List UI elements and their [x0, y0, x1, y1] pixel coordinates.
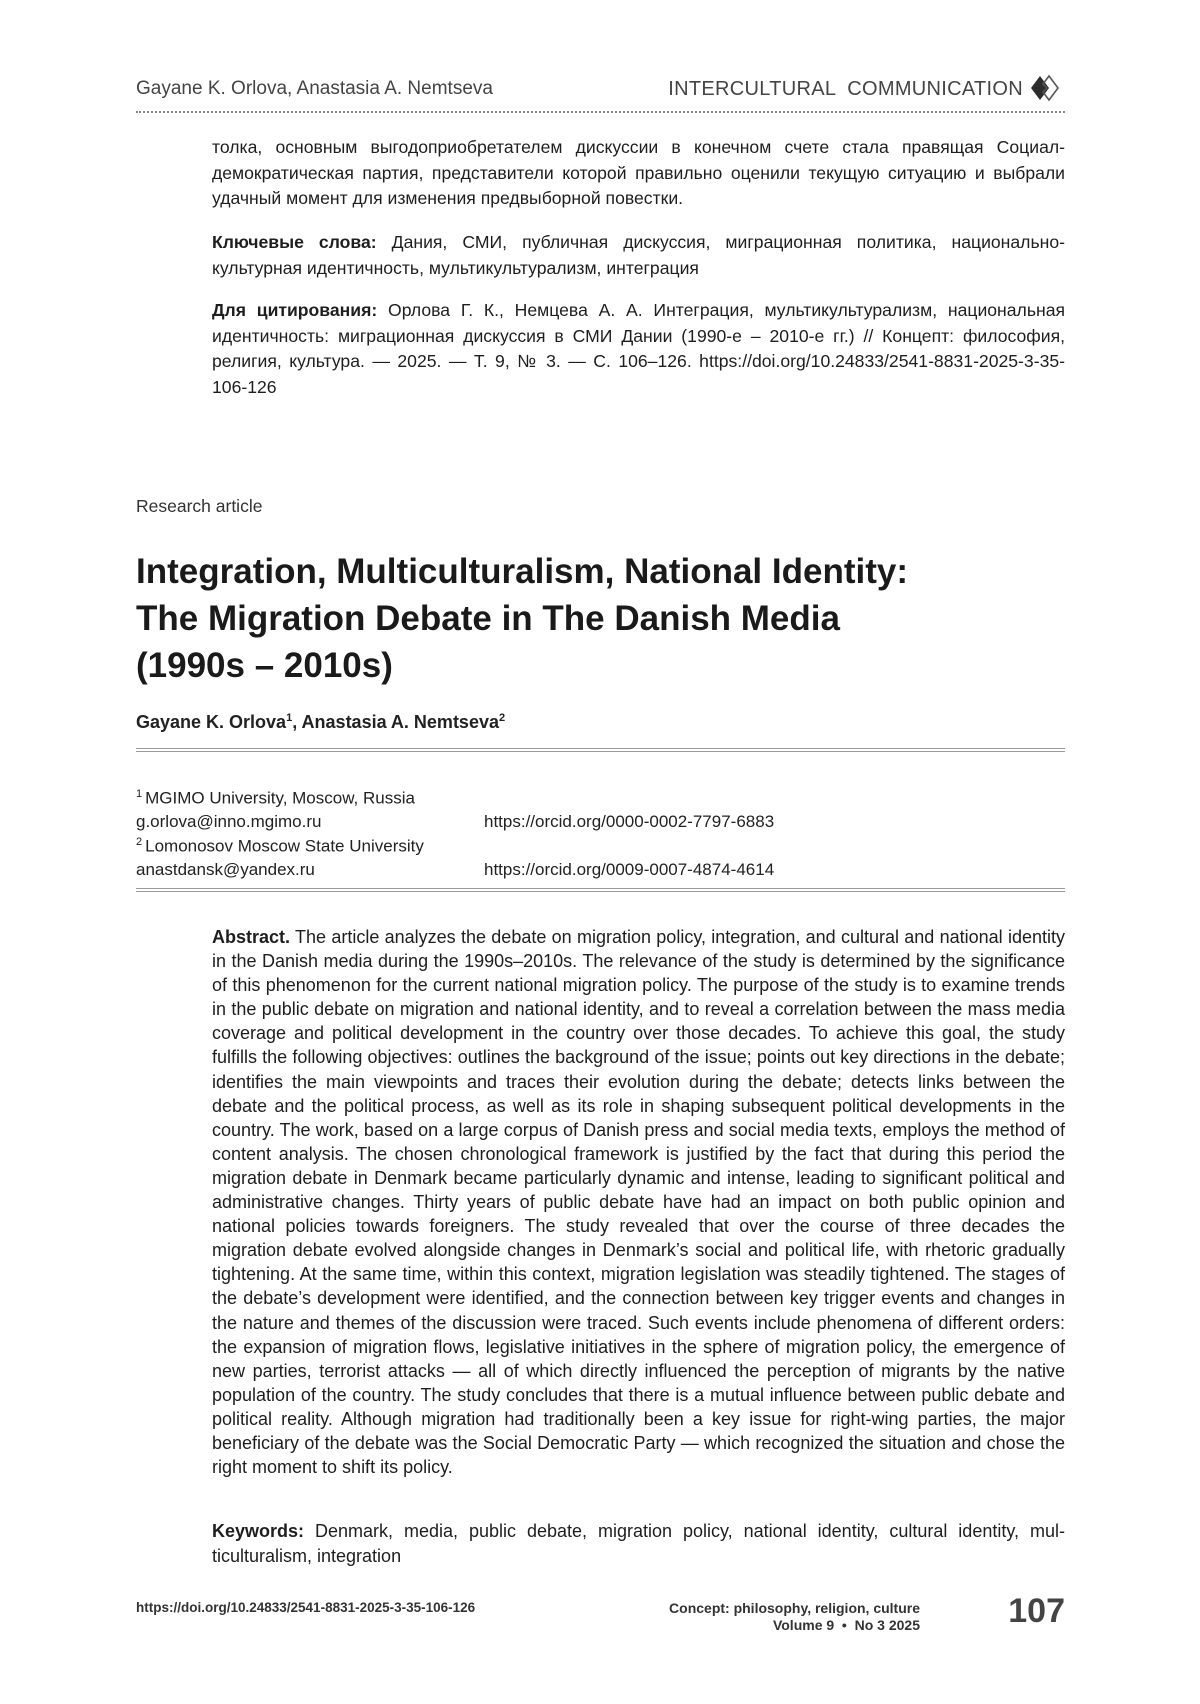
- title-line: (1990s – 2010s): [136, 646, 393, 685]
- page-number: 107: [1008, 1592, 1065, 1630]
- footer-journal-name: Concept: philosophy, religion, culture: [669, 1600, 920, 1616]
- russian-citation: [212, 298, 1065, 400]
- affiliation-orcid[interactable]: https://orcid.org/0000-0002-7797-6883: [484, 812, 775, 831]
- russian-abstract-tail: толка, основным выгодоприобретателем дискуссии в конечном счете стала правящая Социалдемократическая партия, представители которой правильно оценили текущую ситуацию и выбрали удачный момент для изменения предвыборной повестки.: [212, 137, 1065, 208]
- russian-keywords: [212, 230, 1065, 281]
- footer-journal: [600, 1600, 920, 1634]
- author-affiliation-mark: 2: [498, 712, 506, 724]
- author-separator: ,: [292, 712, 302, 732]
- affiliations-bottom-rule: [136, 888, 1065, 892]
- affiliation-institution: $^2$ Lomonosov Moscow State University: [136, 836, 424, 856]
- footer-volume-issue: Volume 9 • No 3 2025: [772, 1617, 920, 1633]
- header-journal-section: INTERCULTURAL COMMUNICATION: [668, 78, 1023, 100]
- russian-keywords-text: Дания, СМИ, публичная дискуссия, миграционная политика, национальнокультурная идентичность, мультикультурализм, интеграция: [212, 232, 1065, 278]
- title-line: Integration, Multiculturalism, National Identity:: [136, 552, 908, 591]
- diamond-logo-icon: [1029, 74, 1061, 102]
- affiliation-mark: 1: [136, 788, 143, 800]
- russian-keywords-label: Ключевые слова:: [212, 232, 377, 252]
- footer-doi[interactable]: https://doi.org/10.24833/2541-8831-2025-3-35-106-126: [136, 1600, 476, 1615]
- english-keywords: [212, 1519, 1065, 1568]
- affiliations-top-rule: [136, 748, 1065, 752]
- english-abstract: [212, 925, 1065, 1479]
- header-dotted-rule: [136, 111, 1065, 113]
- article-title: [136, 548, 1036, 689]
- article-type: Research article: [136, 496, 263, 516]
- affiliation-mark: 2: [136, 836, 143, 848]
- article-authors: [136, 712, 505, 733]
- abstract-text: The article analyzes the debate on migration policy, integration, and cultural and national identity in the Danish media during the 1990s–2010s. The relevance of the study is determined by the significance of this phenomenon for the current national migration policy. The purpose of the study is to examine trends in the public debate on migration and national identity, and to reveal a correlation between the mass media coverage and political development in the country over those decades. To achieve this goal, the study fulfills the following objectives: outlines the background of the issue; points out key directions in the debate; identifies the main viewpoints and traces their evolution during the debate; detects links between the debate and the political process, as well as its role in shaping subsequent political developments in the country. The work, based on a large corpus of Danish press and social media texts, employs the method of content analysis. The chosen chronological framework is justified by the fact that during this period the migration debate in Denmark became particularly dynamic and intense, leading to significant political and administrative changes. Thirty years of public debate have had an impact on both public opinion and national policies towards foreigners. The study revealed that over the course of three decades the migration debate evolved alongside changes in Denmark’s social and political life, with rhetoric gradually tightening. At the same time, within this context, migration legislation was steadily tightened. The stages of the debate’s development were identified, and the connection between key trigger events and changes in the nature and themes of the discussion were traced. Such events include phenomena of different orders: the expansion of migration flows, legislative initiatives in the sphere of migration policy, the emergence of new parties, terrorist attacks — all of which directly influenced the perception of migrants by the native population of the country. The study concludes that there is a mutual influence between public debate and political reality. Although migration had traditionally been a key issue for right-wing parties, the major beneficiary of the debate was the Social Democratic Party — which recognized the situation and chose the right moment to shift its policy.: [212, 927, 1065, 1478]
- running-header: [136, 74, 1065, 104]
- keywords-text: Denmark, media, public debate, migration policy, national identity, cultural identity, multiculturalism, integration: [212, 1521, 1065, 1566]
- russian-citation-label: Для цитирования:: [212, 300, 378, 320]
- author-name: Anastasia A. Nemtseva: [301, 712, 499, 732]
- title-line: The Migration Debate in The Danish Media: [136, 599, 840, 638]
- affiliation-institution: $^1$ MGIMO University, Moscow, Russia: [136, 788, 415, 808]
- abstract-label: Abstract.: [212, 927, 291, 947]
- author-affiliation-mark: 1: [286, 712, 293, 724]
- keywords-label: Keywords:: [212, 1521, 305, 1541]
- author-name: Gayane K. Orlova: [136, 712, 287, 732]
- affiliation-email[interactable]: g.orlova@inno.mgimo.ru: [136, 812, 322, 831]
- affiliation-orcid[interactable]: https://orcid.org/0009-0007-4874-4614: [484, 860, 775, 879]
- header-authors: Gayane K. Orlova, Anastasia A. Nemtseva: [136, 78, 493, 99]
- russian-citation-text: Орлова Г. К., Немцева А. А. Интеграция, мультикультурализм, национальная идентичность: миграционная дискуссия в СМИ Дании (1990-е – 2010-е гг.) // Концепт: философия, религия, культура. — 2025. — Т. 9, № 3. — С. 106–126. https://doi.org/10.24833/2541-8831-2025-3-35-106-126: [212, 300, 1066, 397]
- affiliation-email[interactable]: anastdansk@yandex.ru: [136, 860, 315, 879]
